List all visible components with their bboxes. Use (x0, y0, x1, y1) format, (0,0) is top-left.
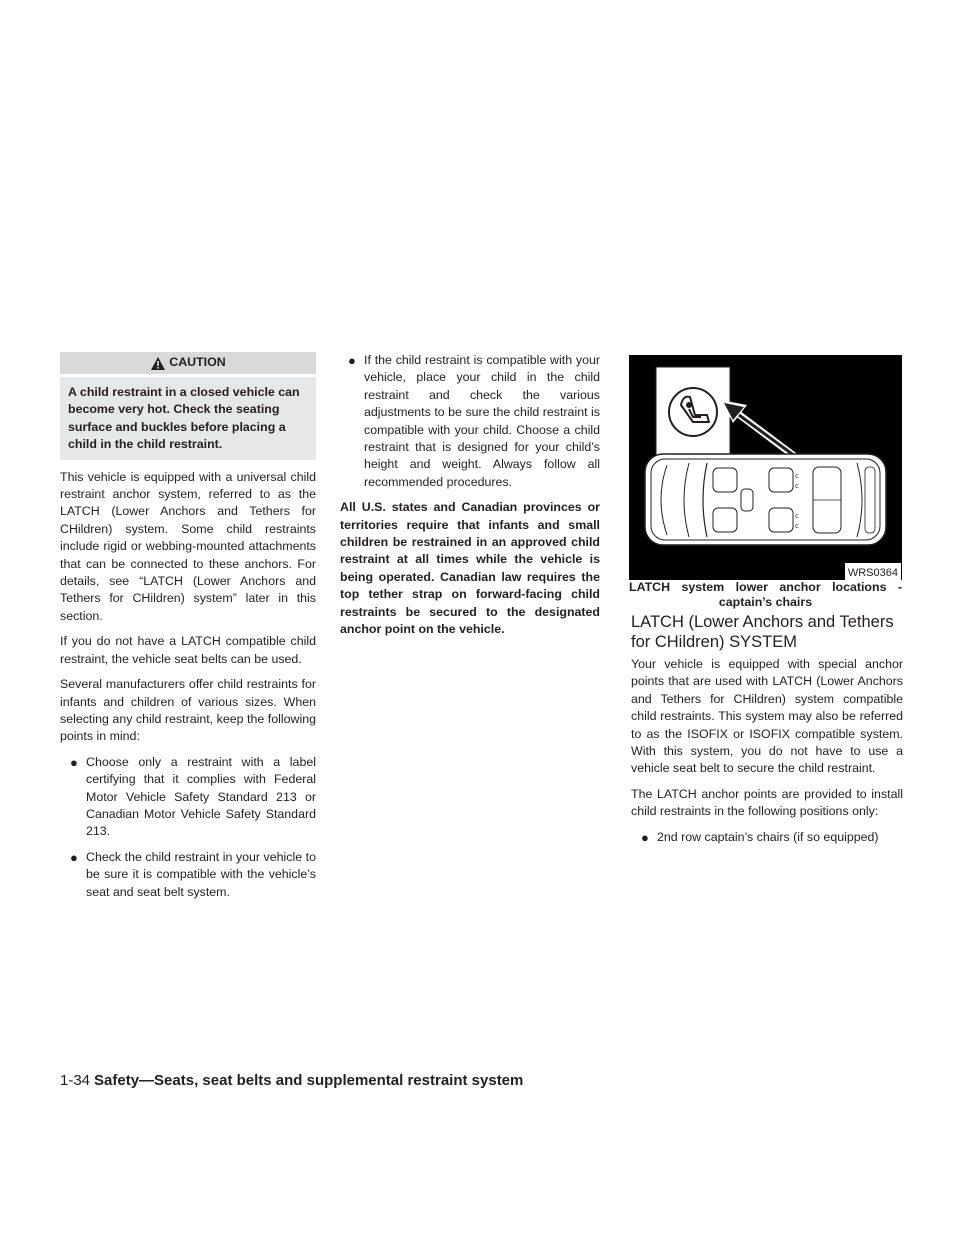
warning-triangle-icon (150, 356, 166, 371)
list-item (60, 754, 316, 841)
paragraph: This vehicle is equipped with a universal child restraint anchor system, referred to as the LATCH (Lower Anchors and Tethers for CHildren) system. Some child restraints include rigid or webbing-mounted attachments that can be connected to these anchors. For details, see “LATCH (Lower Anchors and Tethers for CHildren) system” later in this section. (60, 469, 316, 623)
column-right (631, 656, 903, 854)
figure-code: WRS0364 (847, 567, 898, 579)
footer-title: Safety—Seats, seat belts and supplemental restraint system (94, 1072, 524, 1089)
list-item (340, 352, 600, 491)
caution-header (60, 352, 316, 374)
svg-text:c: c (795, 512, 799, 520)
section-title: LATCH (Lower Anchors and Tethers for CHildren) SYSTEM (631, 613, 894, 651)
svg-text:c: c (795, 522, 799, 530)
latch-anchor-figure (629, 355, 902, 580)
caution-heading: CAUTION (169, 355, 226, 370)
child-seat-icon (669, 388, 717, 436)
vehicle-diagram (629, 355, 902, 580)
column-middle (340, 352, 600, 647)
paragraph: If you do not have a LATCH compatible child restraint, the vehicle seat belts can be used. (60, 634, 316, 666)
column-left (60, 352, 316, 909)
list-item (60, 849, 316, 901)
page-number: 1-34 (60, 1072, 91, 1089)
paragraph: The LATCH anchor points are provided to install child restraints in the following positions only: (631, 786, 903, 819)
bullet-icon: ● (70, 754, 78, 770)
page-footer (60, 1072, 523, 1089)
paragraph: Several manufacturers offer child restraints for infants and children of various sizes. When selecting any child restraint, keep the following points in mind: (60, 677, 316, 744)
svg-text:c: c (795, 482, 799, 490)
list-item-text: Check the child restraint in your vehicle to be sure it is compatible with the vehicle’s seat and seat belt system. (86, 849, 316, 899)
paragraph: Your vehicle is equipped with special anchor points that are used with LATCH (Lower Anchors and Tethers for CHildren) system compatible child restraints. This system may also be referred to as the ISOFIX or ISOFIX compatible system. With this system, you do not have to use a vehicle seat belt to secure the child restraint. (631, 657, 903, 776)
bold-paragraph: All U.S. states and Canadian provinces or territories require that infants and small children be restrained in an approved child restraint at all times while the vehicle is being operated. Canadian law requires the top tether strap on forward-facing child restraints be secured to the designated anchor point on the vehicle. (340, 500, 600, 637)
svg-text:c: c (795, 472, 799, 480)
list-item-text: 2nd row captain’s chairs (if so equipped) (657, 829, 879, 844)
bullet-icon: ● (641, 829, 649, 845)
list-item (631, 829, 903, 846)
list-item-text: If the child restraint is compatible with your vehicle, place your child in the child restraint and check the various adjustments to be sure the child restraint is compatible with your child. Choose a child restraint that is designed for your child’s height and weight. Always follow all recommended procedures. (364, 353, 600, 489)
list-item-text: Choose only a restraint with a label certifying that it complies with Federal Motor Vehicle Safety Standard 213 or Canadian Motor Vehicle Safety Standard 213. (86, 754, 316, 839)
bullet-icon: ● (348, 353, 356, 368)
figure-caption-line1: LATCH system lower anchor locations - (629, 580, 902, 594)
bullet-icon: ● (70, 849, 78, 865)
caution-body: A child restraint in a closed vehicle can become very hot. Check the seating surface and buckles before placing a child in the child restraint. (60, 377, 316, 460)
figure-caption (629, 580, 902, 610)
figure-caption-line2: captain’s chairs (718, 595, 813, 609)
